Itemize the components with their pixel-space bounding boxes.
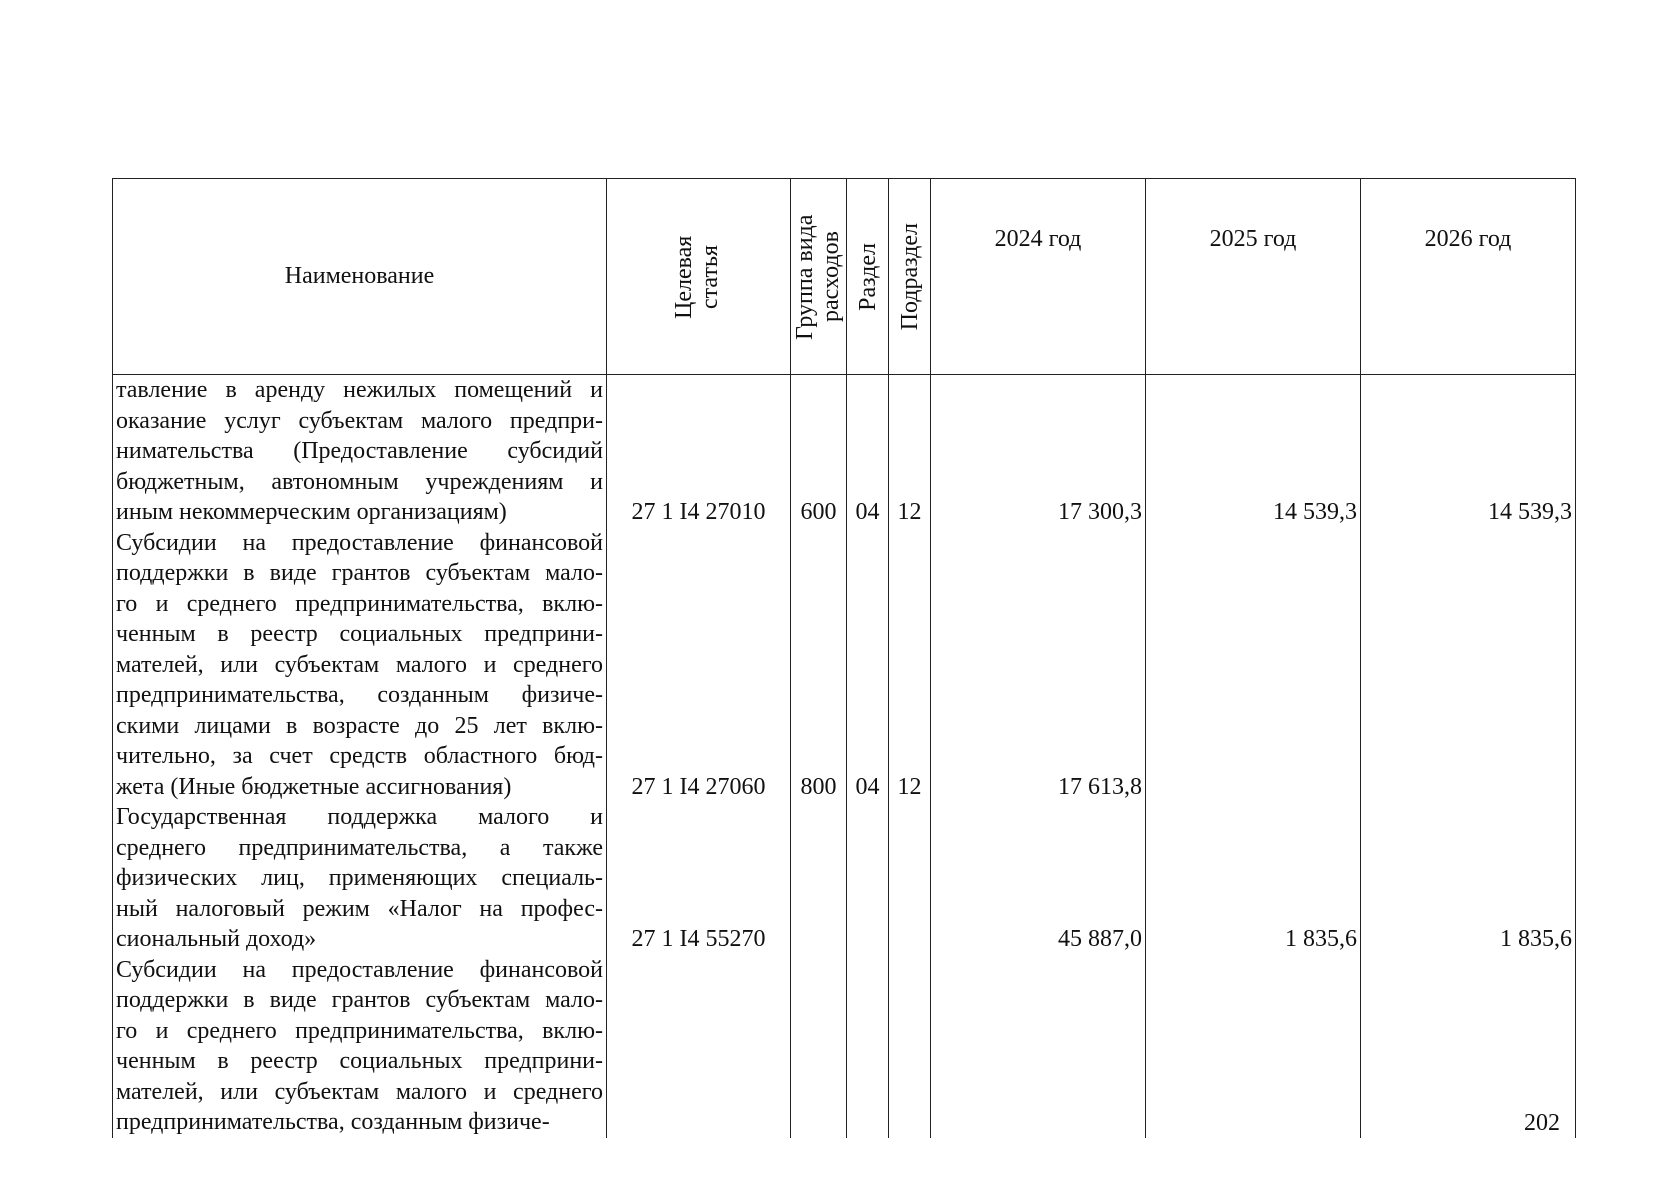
row-name-line: мателей, или субъектам малого и среднего (116, 1078, 603, 1105)
header-subsection: Подраздел (889, 179, 931, 375)
row-name (113, 802, 607, 955)
row-name-line: ченным в реестр социальных предприни- (116, 1048, 603, 1074)
row-name-line: физических лиц, применяющих специаль- (116, 865, 603, 891)
row-name-line: поддержки в виде грантов субъектам мало- (116, 987, 603, 1013)
budget-table (112, 178, 1576, 1138)
header-year-2024: 2024 год (931, 179, 1146, 375)
row-name-line: ный налоговый режим «Налог на профес- (116, 895, 603, 922)
row-name-line: иным некоммерческим организациям) (116, 499, 507, 525)
row-name-line: мателей, или субъектам малого и среднего (116, 651, 603, 678)
row-subsection (889, 955, 931, 1138)
row-expense-group (791, 802, 847, 955)
table-row (113, 802, 1576, 955)
row-section: 04 (847, 375, 889, 528)
row-name (113, 375, 607, 528)
row-value-2026: 1 835,6 (1361, 802, 1576, 955)
row-value-2025 (1146, 955, 1361, 1138)
header-year-2026: 2026 год (1361, 179, 1576, 375)
header-expense-group: Группа вида расходов (791, 179, 847, 375)
row-name-line: чительно, за счет средств областного бюд- (116, 743, 603, 769)
row-name-line: бюджетным, автономным учреждениям и (116, 468, 603, 495)
row-target-article: 27 1 I4 27010 (607, 375, 791, 528)
row-value-2025: 14 539,3 (1146, 375, 1361, 528)
row-target-article: 27 1 I4 27060 (607, 528, 791, 803)
row-target-article (607, 955, 791, 1138)
row-name-line: тавление в аренду нежилых помещений и (116, 377, 603, 403)
table-row (113, 375, 1576, 528)
row-name-line: сиональный доход» (116, 926, 317, 952)
row-subsection: 12 (889, 528, 931, 803)
row-value-2024 (931, 955, 1146, 1138)
table-row (113, 955, 1576, 1138)
row-value-2026: 14 539,3 (1361, 375, 1576, 528)
row-name-line: скими лицами в возрасте до 25 лет вклю- (116, 712, 603, 739)
row-name-line: го и среднего предпринимательства, вклю- (116, 590, 603, 617)
header-section: Раздел (847, 179, 889, 375)
row-target-article: 27 1 I4 55270 (607, 802, 791, 955)
header-year-2025: 2025 год (1146, 179, 1361, 375)
row-subsection (889, 802, 931, 955)
row-name-line: предпринимательства, созданным физиче- (116, 1109, 550, 1135)
row-name-line: оказание услуг субъектам малого предпри- (116, 407, 603, 434)
table-row (113, 528, 1576, 803)
row-name-line: Государственная поддержка малого и (116, 804, 603, 830)
row-value-2025: 1 835,6 (1146, 802, 1361, 955)
row-value-2025 (1146, 528, 1361, 803)
header-target-article: Целевая статья (607, 179, 791, 375)
row-name-line: жета (Иные бюджетные ассигнования) (116, 773, 512, 800)
row-name-line: ченным в реестр социальных предприни- (116, 621, 603, 647)
row-value-2026 (1361, 528, 1576, 803)
row-expense-group: 800 (791, 528, 847, 803)
row-name-line: Субсидии на предоставление финансовой (116, 529, 603, 556)
row-section (847, 955, 889, 1138)
row-name-line: предпринимательства, созданным физиче- (116, 682, 603, 708)
table-header-row (113, 179, 1576, 375)
row-name-line: нимательства (Предоставление субсидий (116, 438, 603, 464)
row-section: 04 (847, 528, 889, 803)
row-value-2024: 17 300,3 (931, 375, 1146, 528)
row-name (113, 955, 607, 1138)
row-section (847, 802, 889, 955)
page-number: 202 (1524, 1110, 1560, 1136)
row-name-line: среднего предпринимательства, а также (116, 834, 603, 861)
row-expense-group (791, 955, 847, 1138)
row-expense-group: 600 (791, 375, 847, 528)
row-value-2024: 17 613,8 (931, 528, 1146, 803)
row-subsection: 12 (889, 375, 931, 528)
row-name-line: поддержки в виде грантов субъектам мало- (116, 560, 603, 586)
row-name-line: го и среднего предпринимательства, вклю- (116, 1017, 603, 1044)
header-name: Наименование (113, 179, 607, 375)
row-name (113, 528, 607, 803)
row-value-2024: 45 887,0 (931, 802, 1146, 955)
row-name-line: Субсидии на предоставление финансовой (116, 956, 603, 983)
